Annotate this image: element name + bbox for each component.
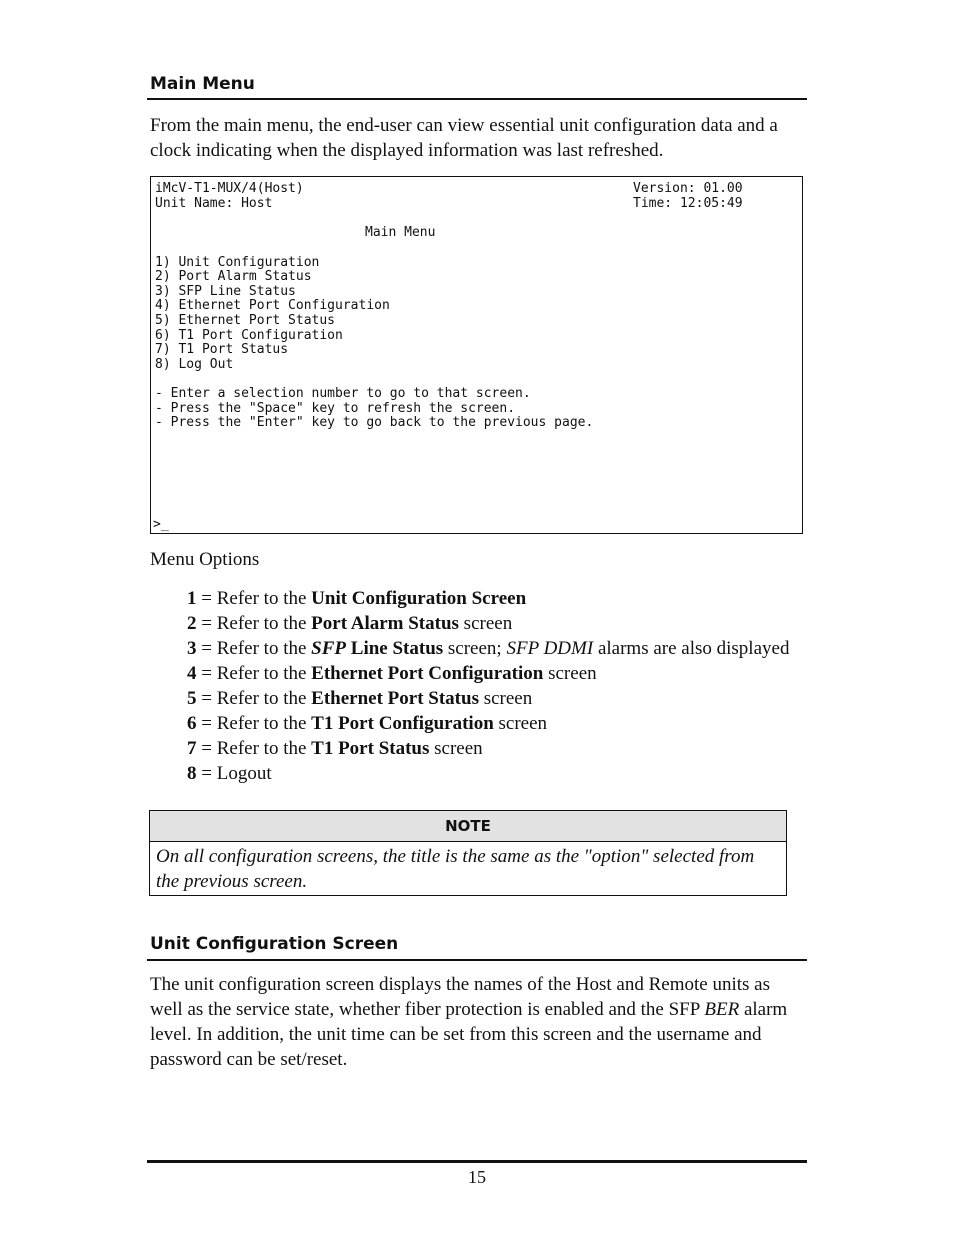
terminal-instruction: - Press the "Enter" key to go back to the previous page. bbox=[155, 415, 594, 430]
list-item: 1 = Refer to the Unit Configuration Screen bbox=[187, 588, 527, 609]
main-menu-heading: Main Menu bbox=[150, 74, 255, 94]
terminal-menu-item: 6) T1 Port Configuration bbox=[155, 328, 343, 343]
list-item: 8 = Logout bbox=[187, 763, 272, 784]
unit-config-heading: Unit Configuration Screen bbox=[150, 934, 399, 954]
unit-config-paragraph: The unit configuration screen displays the names of the Host and Remote units as well as the service state, whether fiber protection is enabled and the SFP BER alarm level. In addition, the unit time can be set from this screen and the username and password can be set/reset. bbox=[150, 974, 788, 1070]
terminal-menu-item: 8) Log Out bbox=[155, 357, 234, 372]
terminal-menu-item: 5) Ethernet Port Status bbox=[155, 313, 336, 328]
list-item: 3 = Refer to the SFP Line Status screen; SFP DDMI alarms are also displayed bbox=[187, 638, 790, 659]
footer-rule bbox=[147, 1160, 807, 1163]
heading-rule bbox=[147, 98, 807, 100]
terminal-instruction: - Press the "Space" key to refresh the screen. bbox=[155, 401, 516, 416]
terminal-unit-name: Unit Name: Host bbox=[155, 196, 273, 211]
terminal-screenshot bbox=[150, 176, 803, 534]
terminal-menu-item: 1) Unit Configuration bbox=[155, 255, 320, 270]
page-number: 15 bbox=[468, 1167, 486, 1187]
note-box bbox=[149, 810, 787, 896]
terminal-time: Time: 12:05:49 bbox=[633, 196, 743, 211]
terminal-menu-item: 2) Port Alarm Status bbox=[155, 269, 312, 284]
terminal-prompt: >_ bbox=[153, 517, 169, 532]
note-body: On all configuration screens, the title is the same as the "option" selected from the previous screen. bbox=[156, 846, 755, 892]
list-item: 4 = Refer to the Ethernet Port Configuration screen bbox=[187, 663, 597, 684]
main-menu-intro: From the main menu, the end-user can view essential unit configuration data and a clock indicating when the displayed information was last refreshed. bbox=[150, 115, 778, 161]
terminal-menu-item: 3) SFP Line Status bbox=[155, 284, 296, 299]
list-item: 2 = Refer to the Port Alarm Status screen bbox=[187, 613, 513, 634]
note-title: NOTE bbox=[150, 811, 786, 842]
terminal-instruction: - Enter a selection number to go to that screen. bbox=[155, 386, 531, 401]
list-item: 5 = Refer to the Ethernet Port Status screen bbox=[187, 688, 533, 709]
heading-rule bbox=[147, 959, 807, 961]
terminal-menu-item: 7) T1 Port Status bbox=[155, 342, 289, 357]
terminal-menu-item: 4) Ethernet Port Configuration bbox=[155, 298, 390, 313]
terminal-title: iMcV-T1-MUX/4(Host) bbox=[155, 181, 304, 196]
terminal-version: Version: 01.00 bbox=[633, 181, 743, 196]
list-item: 7 = Refer to the T1 Port Status screen bbox=[187, 738, 483, 759]
menu-options-label: Menu Options bbox=[150, 549, 260, 570]
list-item: 6 = Refer to the T1 Port Configuration screen bbox=[187, 713, 548, 734]
terminal-menu-title: Main Menu bbox=[365, 225, 436, 240]
menu-options-list bbox=[187, 586, 789, 786]
